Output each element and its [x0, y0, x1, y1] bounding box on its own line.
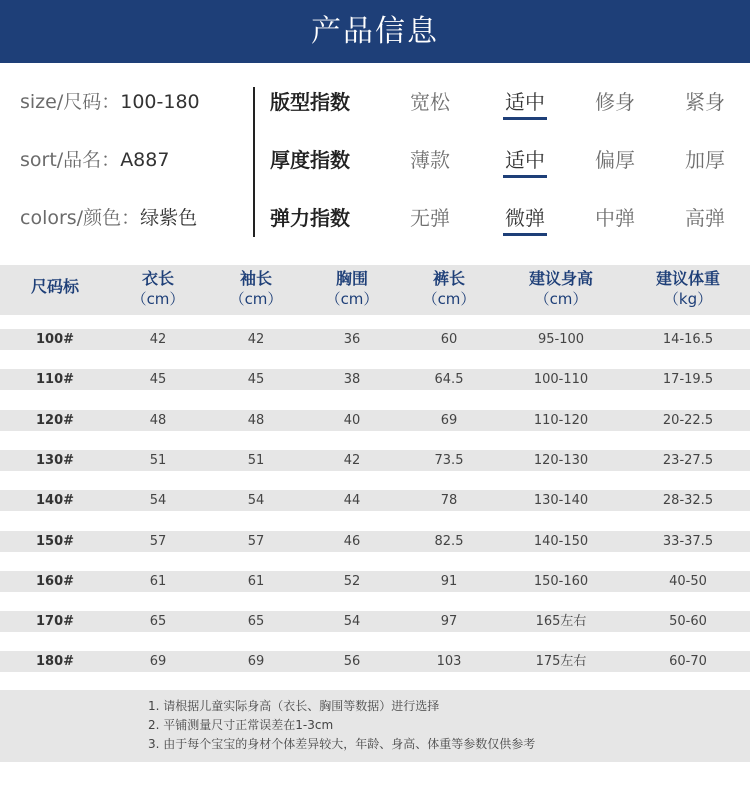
size-cell: 180# — [35, 654, 75, 669]
table-cell: 150-160 — [533, 574, 589, 589]
size-cell: 160# — [35, 574, 75, 589]
table-cell: 42 — [343, 453, 361, 468]
table-cell: 61 — [149, 574, 167, 589]
sort-label: sort/品名： — [20, 149, 121, 171]
elasticity-option: 中弹 — [595, 206, 635, 230]
header-weight: 建议体重 （kg） — [655, 269, 720, 308]
header-height: 建议身高 （cm） — [528, 269, 593, 308]
table-cell: 60-70 — [669, 654, 707, 669]
thickness-option: 薄款 — [410, 148, 450, 172]
table-cell: 140-150 — [533, 534, 589, 549]
size-cell: 150# — [35, 534, 75, 549]
sort-info — [20, 145, 169, 172]
color-info — [20, 203, 197, 230]
elasticity-selected-underline — [503, 233, 547, 236]
table-row — [0, 450, 750, 471]
table-cell: 95-100 — [537, 332, 585, 347]
table-row — [0, 369, 750, 390]
table-cell: 65 — [247, 614, 265, 629]
table-cell: 56 — [343, 654, 361, 669]
thickness-selected-underline — [503, 175, 547, 178]
table-cell: 28-32.5 — [662, 493, 714, 508]
color-label: colors/颜色： — [20, 207, 141, 229]
table-cell: 91 — [440, 574, 458, 589]
table-cell: 51 — [149, 453, 167, 468]
page-header — [0, 0, 750, 63]
table-cell: 52 — [343, 574, 361, 589]
size-label: size/尺码： — [20, 91, 121, 113]
table-cell: 97 — [440, 614, 458, 629]
header-sleeve: 袖长 （cm） — [229, 269, 283, 308]
table-cell: 64.5 — [434, 372, 464, 387]
table-cell: 33-37.5 — [662, 534, 714, 549]
table-cell: 40-50 — [669, 574, 707, 589]
elasticity-option-selected: 微弹 — [505, 206, 545, 230]
fit-option: 修身 — [595, 90, 635, 114]
table-cell: 38 — [343, 372, 361, 387]
table-cell: 73.5 — [434, 453, 464, 468]
table-row — [0, 329, 750, 350]
fit-index-label: 版型指数 — [270, 90, 350, 114]
note-2: 2. 平铺测量尺寸正常误差在1-3cm — [148, 718, 334, 732]
table-cell: 45 — [247, 372, 265, 387]
fit-option: 宽松 — [410, 90, 450, 114]
size-cell: 140# — [35, 493, 75, 508]
table-cell: 20-22.5 — [662, 413, 714, 428]
size-cell: 130# — [35, 453, 75, 468]
table-cell: 54 — [247, 493, 265, 508]
product-info-section — [0, 63, 750, 243]
size-value: 100-180 — [120, 91, 200, 113]
thickness-option-selected: 适中 — [505, 148, 545, 172]
table-cell: 23-27.5 — [662, 453, 714, 468]
table-row — [0, 490, 750, 511]
size-info — [20, 87, 200, 114]
thickness-index-label: 厚度指数 — [270, 148, 350, 172]
table-cell: 82.5 — [434, 534, 464, 549]
table-cell: 57 — [149, 534, 167, 549]
table-cell: 60 — [440, 332, 458, 347]
table-cell: 65 — [149, 614, 167, 629]
fit-option: 紧身 — [685, 90, 725, 114]
table-cell: 48 — [247, 413, 265, 428]
table-cell: 44 — [343, 493, 361, 508]
table-cell: 46 — [343, 534, 361, 549]
table-row — [0, 611, 750, 632]
note-3: 3. 由于每个宝宝的身材个体差异较大，年龄、身高、体重等参数仅供参考 — [148, 737, 536, 751]
table-cell: 48 — [149, 413, 167, 428]
note-1: 1. 请根据儿童实际身高（衣长、胸围等数据）进行选择 — [148, 699, 440, 713]
table-cell: 45 — [149, 372, 167, 387]
size-table-header — [0, 265, 750, 315]
table-cell: 78 — [440, 493, 458, 508]
size-cell: 100# — [35, 332, 75, 347]
page-title: 产品信息 — [311, 14, 439, 49]
table-cell: 110-120 — [533, 413, 589, 428]
table-cell: 69 — [247, 654, 265, 669]
table-cell: 17-19.5 — [662, 372, 714, 387]
header-length: 衣长 （cm） — [131, 269, 185, 308]
notes-box — [0, 690, 750, 762]
table-cell: 36 — [343, 332, 361, 347]
table-cell: 57 — [247, 534, 265, 549]
size-cell: 170# — [35, 614, 75, 629]
fit-selected-underline — [503, 117, 547, 120]
header-chest: 胸围 （cm） — [325, 269, 379, 308]
table-cell: 61 — [247, 574, 265, 589]
thickness-option: 加厚 — [685, 148, 725, 172]
table-row — [0, 651, 750, 672]
table-cell: 50-60 — [669, 614, 707, 629]
table-cell: 100-110 — [533, 372, 589, 387]
table-cell: 14-16.5 — [662, 332, 714, 347]
size-cell: 120# — [35, 413, 75, 428]
vertical-divider — [253, 87, 255, 237]
table-cell: 54 — [149, 493, 167, 508]
elasticity-option: 无弹 — [410, 206, 450, 230]
table-row — [0, 410, 750, 431]
table-cell: 175左右 — [535, 654, 587, 669]
table-cell: 42 — [149, 332, 167, 347]
fit-option-selected: 适中 — [505, 90, 545, 114]
header-pants: 裤长 （cm） — [422, 269, 476, 308]
table-cell: 54 — [343, 614, 361, 629]
table-cell: 165左右 — [535, 614, 587, 629]
table-row — [0, 531, 750, 552]
table-cell: 120-130 — [533, 453, 589, 468]
table-cell: 42 — [247, 332, 265, 347]
table-cell: 51 — [247, 453, 265, 468]
elasticity-option: 高弹 — [685, 206, 725, 230]
sort-value: A887 — [120, 149, 170, 171]
elasticity-index-label: 弹力指数 — [270, 206, 350, 230]
table-row — [0, 571, 750, 592]
table-cell: 130-140 — [533, 493, 589, 508]
color-value: 绿紫色 — [140, 207, 198, 229]
header-size: 尺码标 — [30, 277, 79, 296]
size-cell: 110# — [35, 372, 75, 387]
table-cell: 103 — [436, 654, 462, 669]
table-cell: 69 — [149, 654, 167, 669]
table-cell: 69 — [440, 413, 458, 428]
table-cell: 40 — [343, 413, 361, 428]
thickness-option: 偏厚 — [595, 148, 635, 172]
